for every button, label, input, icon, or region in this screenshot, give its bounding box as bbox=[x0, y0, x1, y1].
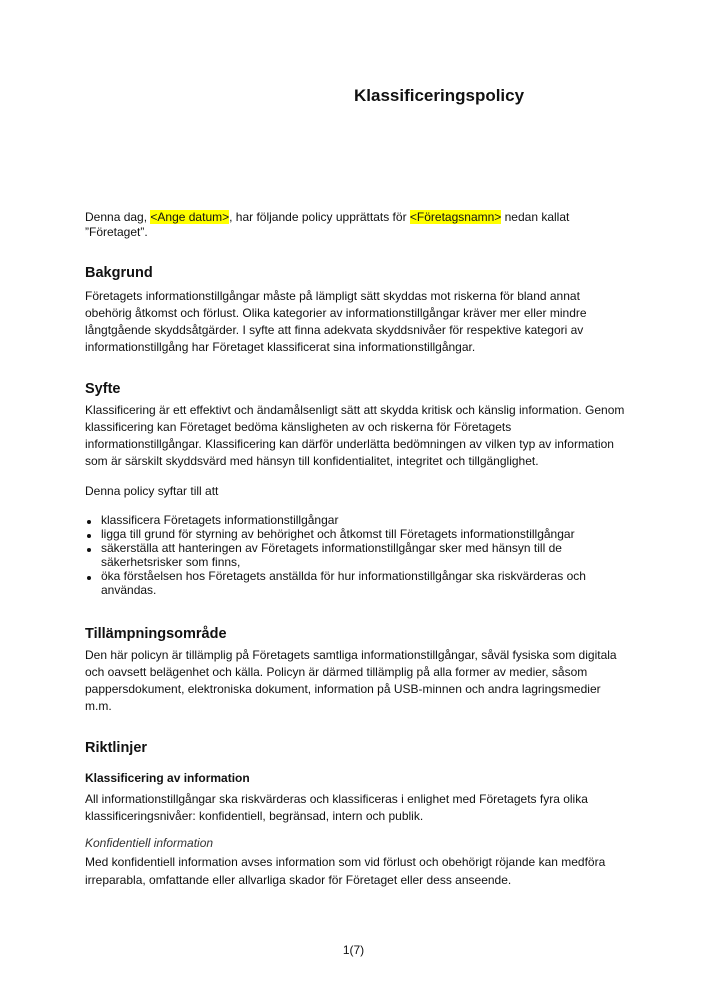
list-item: ligga till grund för styrning av behörighet och åtkomst till Företagets informationstillgångar bbox=[101, 527, 575, 541]
intro-line-2: ”Företaget”. bbox=[85, 225, 148, 239]
document-title: Klassificeringspolicy bbox=[354, 86, 525, 105]
paragraph-line: och oavsett belägenhet och källa. Policyn är därmed tillämplig på alla former av medier, såsom bbox=[85, 665, 588, 679]
paragraph-line: Den här policyn är tillämplig på Företagets samtliga informationstillgångar, såväl fysiska som digitala bbox=[85, 648, 617, 662]
paragraph-line: m.m. bbox=[85, 699, 112, 713]
heading-syfte: Syfte bbox=[85, 381, 121, 397]
bullet-icon bbox=[87, 548, 91, 552]
bullet-icon bbox=[87, 534, 91, 538]
list-item: säkerställa att hanteringen av Företagets informationstillgångar sker med hänsyn till de bbox=[101, 541, 562, 555]
bullet-icon bbox=[87, 520, 91, 524]
paragraph-line: som är särskilt skyddsvärd med hänsyn till konfidentialitet, integritet och tillgänglighet. bbox=[85, 454, 539, 468]
list-item: klassificera Företagets informationstillgångar bbox=[101, 513, 339, 527]
paragraph-line: klassificering kan Företaget bedöma känsligheten av och riskerna för Företagets bbox=[85, 420, 512, 434]
bullet-icon bbox=[87, 576, 91, 580]
intro-text: nedan kallat bbox=[501, 210, 570, 224]
company-placeholder[interactable]: <Företagsnamn> bbox=[409, 210, 502, 224]
intro-text: , har följande policy upprättats för bbox=[229, 210, 410, 224]
paragraph-line: All informationstillgångar ska riskvärderas och klassificeras i enlighet med Företagets fyra olika bbox=[85, 792, 588, 806]
paragraph-line: obehörig åtkomst och förlust. Olika kategorier av informationstillgångar kräver mer eller mindre bbox=[85, 306, 587, 320]
paragraph-line: klassificeringsnivåer: konfidentiell, begränsad, intern och publik. bbox=[85, 809, 424, 823]
paragraph-line: Med konfidentiell information avses information som vid förlust och obehörigt röjande kan medföra bbox=[85, 855, 606, 869]
paragraph-line: Företagets informationstillgångar måste på lämpligt sätt skyddas mot riskerna för bland annat bbox=[85, 289, 580, 303]
subheading-klassificering: Klassificering av information bbox=[85, 771, 250, 785]
paragraph-line: pappersdokument, elektroniska dokument, information på USB-minnen och andra lagringsmedier bbox=[85, 682, 601, 696]
heading-tillampningsomrade: Tillämpningsområde bbox=[85, 626, 227, 642]
list-lead: Denna policy syftar till att bbox=[85, 484, 219, 498]
list-item-cont: säkerhetsrisker som finns, bbox=[101, 555, 241, 569]
paragraph-line: informationstillgång har Företaget klassificerat sina informationstillgångar. bbox=[85, 340, 476, 354]
paragraph-line: informationstillgångar. Klassificering kan därför underlätta bedömningen av vilken typ av information bbox=[85, 437, 614, 451]
heading-riktlinjer: Riktlinjer bbox=[85, 740, 148, 756]
paragraph-line: långtgående skyddsåtgärder. I syfte att finna adekvata skyddsnivåer för respektive kategori av bbox=[85, 323, 584, 337]
list-item: öka förståelsen hos Företagets anställda för hur informationstillgångar ska riskvärderas och bbox=[101, 569, 586, 583]
page-number: 1(7) bbox=[342, 943, 365, 957]
heading-bakgrund: Bakgrund bbox=[85, 265, 153, 281]
paragraph-line: Klassificering är ett effektivt och ändamålsenligt sätt att skydda kritisk och känslig information. Genom bbox=[85, 403, 625, 417]
list-item-cont: användas. bbox=[101, 583, 157, 597]
intro-text: Denna dag, bbox=[85, 210, 151, 224]
intro-line-1 bbox=[85, 209, 569, 225]
paragraph-line: irreparabla, omfattande eller allvarliga skador för Företaget eller dess anseende. bbox=[85, 873, 512, 887]
subheading-konfidentiell: Konfidentiell information bbox=[85, 836, 214, 850]
date-placeholder[interactable]: <Ange datum> bbox=[150, 210, 230, 224]
